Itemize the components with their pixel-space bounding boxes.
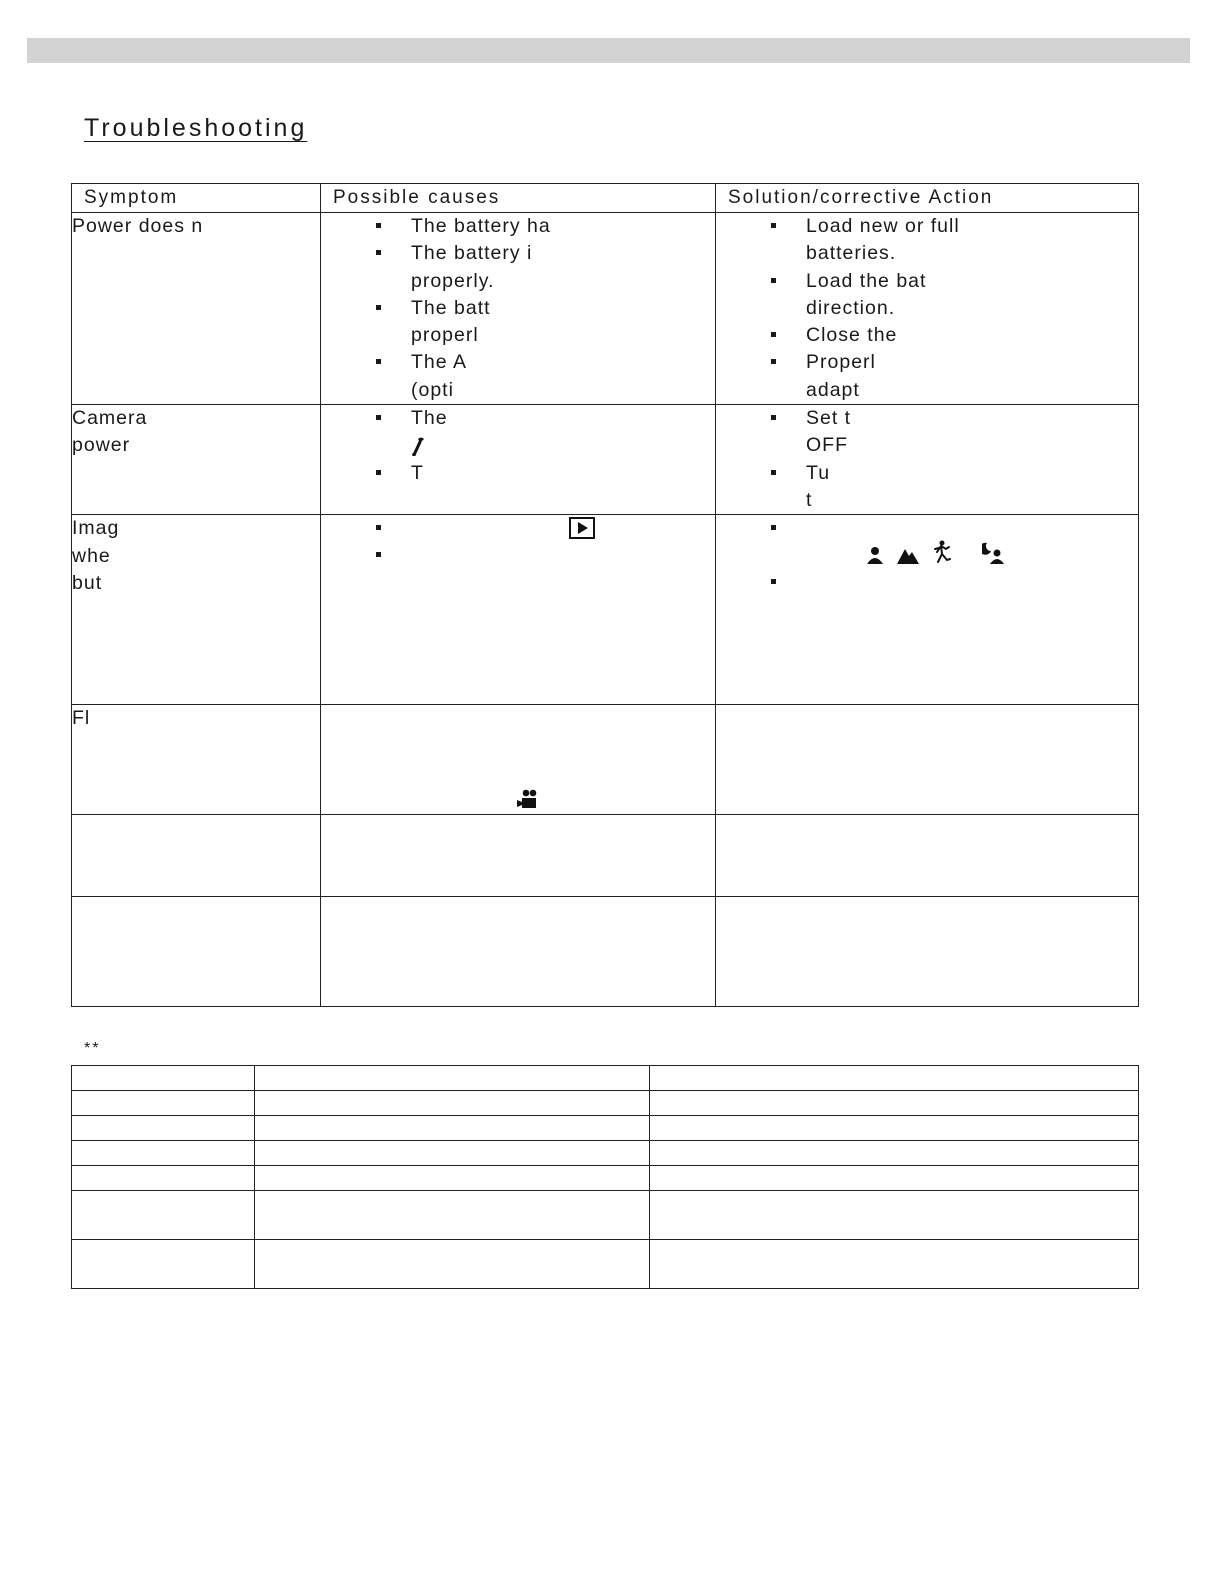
column-header-causes: Possible causes — [321, 184, 716, 213]
solution-line: Load new or full — [806, 215, 960, 237]
solution-item — [771, 213, 1138, 268]
troubleshooting-table — [71, 183, 1139, 1007]
causes-cell — [321, 515, 716, 705]
causes-cell — [321, 815, 716, 897]
table-row — [72, 1066, 1139, 1091]
table-cell — [255, 1141, 650, 1166]
causes-list — [321, 515, 715, 569]
table-cell — [72, 1091, 255, 1116]
table-cell — [72, 1191, 255, 1240]
table-cell — [72, 1240, 255, 1289]
symptom-text: Imag — [72, 517, 120, 540]
symptom-text: Camera — [72, 407, 148, 430]
table-cell — [255, 1191, 650, 1240]
symptom-cell — [72, 405, 321, 515]
cause-line: The batt — [411, 296, 491, 319]
column-header-symptom: Symptom — [72, 184, 321, 213]
causes-cell — [321, 213, 716, 405]
solution-line: Properl — [806, 351, 876, 374]
table-row — [72, 1141, 1139, 1166]
solution-line: adapt — [806, 378, 860, 401]
causes-cell — [321, 897, 716, 1007]
secondary-table — [71, 1065, 1139, 1289]
table-row — [72, 897, 1139, 1007]
cause-item — [376, 460, 715, 487]
solution-item — [771, 460, 1138, 515]
causes-cell — [321, 405, 716, 515]
cause-item — [376, 515, 715, 542]
table-cell — [650, 1116, 1139, 1141]
table-row — [72, 1166, 1139, 1191]
table-cell — [255, 1166, 650, 1191]
table-row — [72, 1116, 1139, 1141]
causes-list — [321, 405, 715, 487]
solution-line: direction. — [806, 296, 896, 319]
solution-line: Load the bat — [806, 269, 927, 292]
solution-cell — [716, 405, 1139, 515]
table-cell — [72, 1166, 255, 1191]
table-cell — [72, 1141, 255, 1166]
cause-line — [411, 542, 715, 569]
symptom-text: power — [72, 434, 131, 457]
cause-line: T — [411, 461, 424, 484]
solution-cell — [716, 515, 1139, 705]
table-cell — [650, 1240, 1139, 1289]
solution-cell — [716, 705, 1139, 815]
playback-mode-icon — [569, 517, 595, 539]
table-row — [72, 405, 1139, 515]
cause-line: The A — [411, 351, 467, 374]
solution-cell — [716, 213, 1139, 405]
solution-cell — [716, 815, 1139, 897]
solution-item — [771, 322, 1138, 349]
solution-line: Close the — [806, 324, 898, 347]
solution-line — [806, 569, 1138, 596]
cause-item — [376, 213, 715, 240]
table-row — [72, 1240, 1139, 1289]
solution-cell — [716, 897, 1139, 1007]
solution-line: Tu — [806, 461, 831, 484]
solution-item — [771, 349, 1138, 404]
symptom-text: Power does n — [72, 215, 204, 237]
table-row — [72, 705, 1139, 815]
solutions-list — [716, 515, 1138, 596]
table-row — [72, 815, 1139, 897]
cause-line — [411, 515, 715, 542]
cause-line: The — [411, 407, 448, 430]
solution-line: t — [806, 488, 813, 511]
table-cell — [255, 1066, 650, 1091]
cause-line: properl — [411, 324, 479, 347]
table-row — [72, 213, 1139, 405]
solution-line: Set t — [806, 407, 852, 430]
cause-line — [411, 432, 715, 459]
table-row — [72, 1091, 1139, 1116]
cause-item — [376, 349, 715, 404]
footnote-marker: ** — [84, 1040, 101, 1057]
solution-item — [771, 569, 1138, 596]
portrait-scene-icon — [866, 546, 884, 564]
cause-line: The battery i — [411, 242, 533, 265]
table-header-row — [72, 184, 1139, 213]
symptom-cell — [72, 897, 321, 1007]
movie-camera-icon — [517, 789, 539, 809]
table-cell — [650, 1066, 1139, 1091]
solution-item — [771, 515, 1138, 569]
cause-item — [376, 295, 715, 350]
night-portrait-scene-icon — [982, 542, 1006, 564]
symptom-text: whe — [72, 544, 111, 567]
sports-scene-icon — [932, 540, 952, 564]
solution-item — [771, 268, 1138, 323]
symptom-cell — [72, 515, 321, 705]
table-cell — [650, 1091, 1139, 1116]
table-cell — [255, 1091, 650, 1116]
page-title: Troubleshooting — [84, 114, 308, 142]
table-cell — [255, 1116, 650, 1141]
cause-line: (opti — [411, 378, 454, 401]
table-cell — [650, 1191, 1139, 1240]
causes-list — [321, 213, 715, 404]
column-header-solution: Solution/corrective Action — [716, 184, 1139, 213]
symptom-cell — [72, 815, 321, 897]
symptom-text: Fl — [72, 707, 91, 730]
header-bar — [27, 38, 1190, 63]
cause-item — [376, 542, 715, 569]
table-cell — [255, 1240, 650, 1289]
causes-cell — [321, 705, 716, 815]
solutions-list — [716, 405, 1138, 514]
solution-line: OFF — [806, 434, 848, 457]
solution-line — [806, 515, 1138, 542]
table-cell — [72, 1116, 255, 1141]
table-row — [72, 515, 1139, 705]
table-cell — [72, 1066, 255, 1091]
table-cell — [650, 1141, 1139, 1166]
solution-line — [806, 542, 1138, 569]
cause-item — [376, 240, 715, 295]
solutions-list — [716, 213, 1138, 404]
table-row — [72, 1191, 1139, 1240]
landscape-scene-icon — [897, 546, 919, 564]
cause-item — [376, 405, 715, 460]
solution-item — [771, 405, 1138, 460]
symptom-cell — [72, 213, 321, 405]
table-cell — [650, 1166, 1139, 1191]
symptom-cell — [72, 705, 321, 815]
cause-line: properly. — [411, 269, 495, 292]
solution-line: batteries. — [806, 242, 897, 265]
wrench-icon — [411, 436, 425, 456]
symptom-text: but — [72, 571, 103, 594]
cause-line: The battery ha — [411, 215, 551, 237]
